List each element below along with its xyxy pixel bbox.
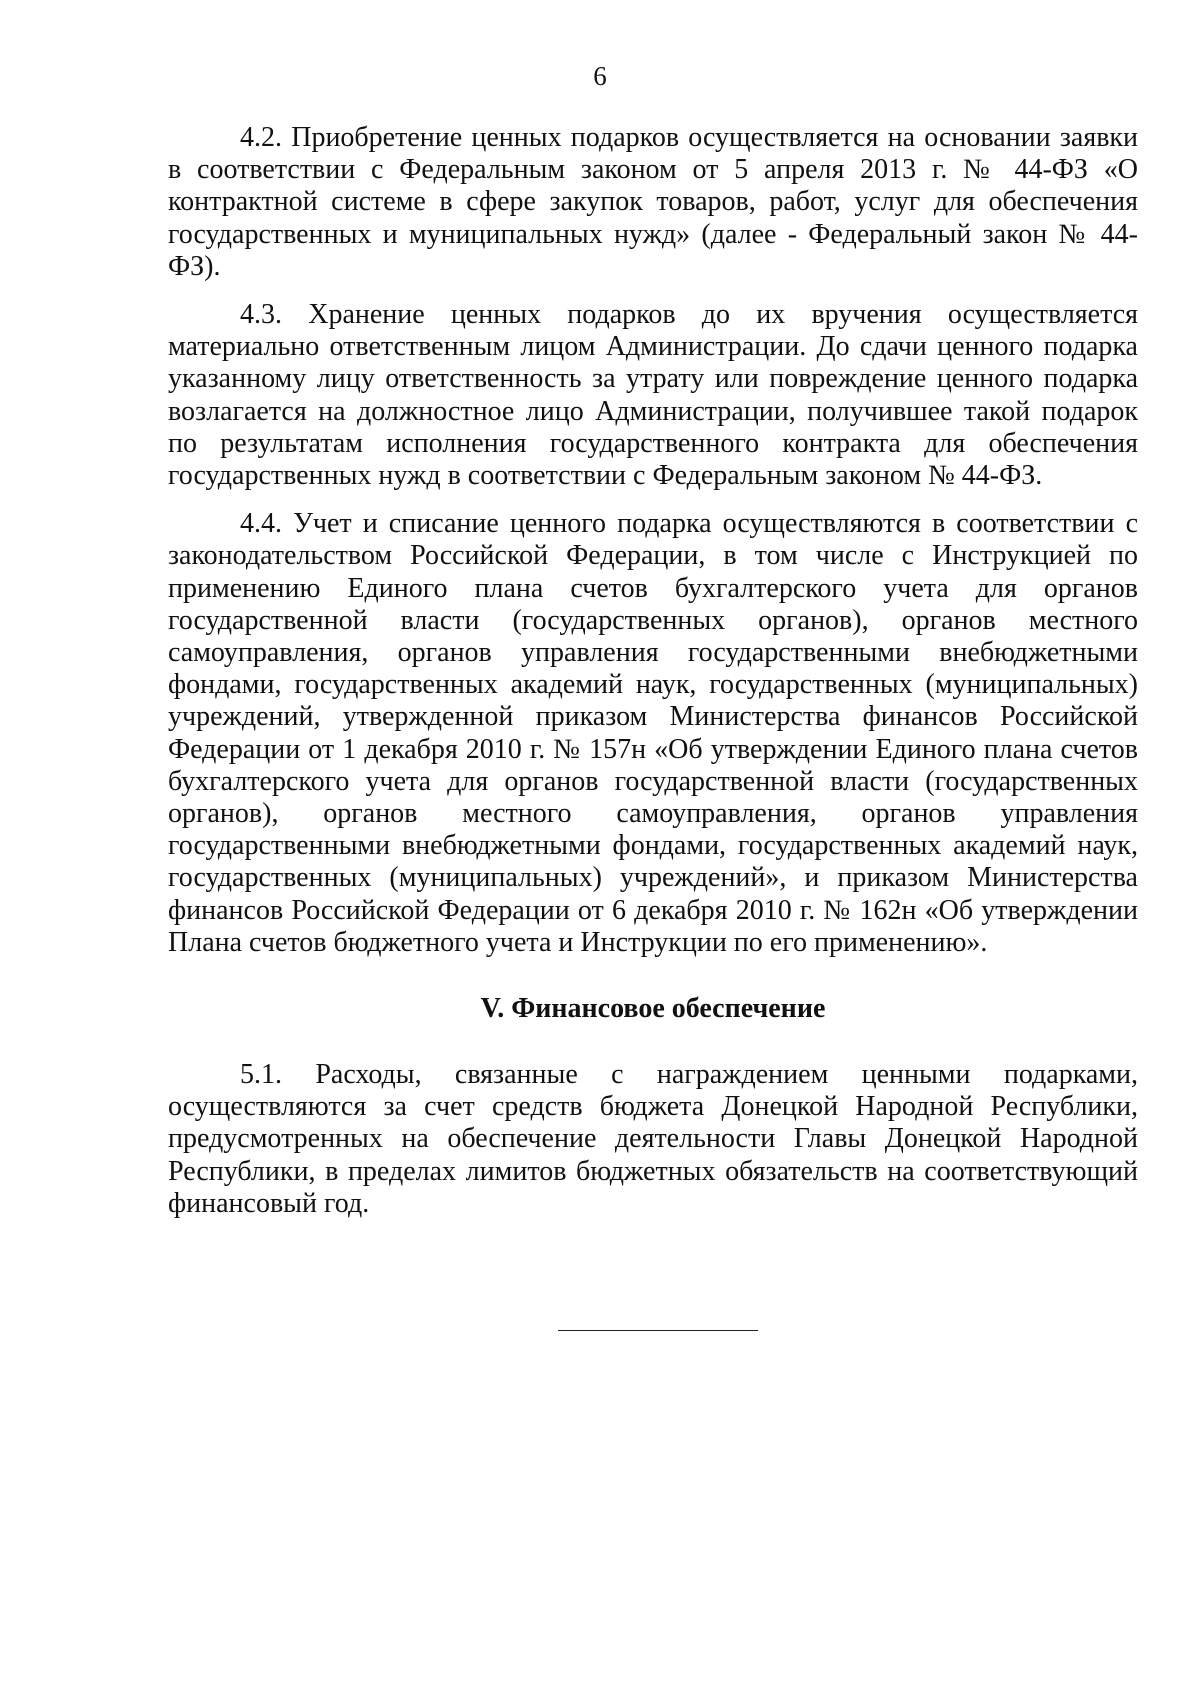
page-number: 6 xyxy=(593,61,607,91)
document-body xyxy=(168,122,1138,1220)
end-of-document-rule xyxy=(558,1330,758,1331)
paragraph-4-2: 4.2. Приобретение ценных подарков осуществляется на основании заявки в соответствии с Федеральным законом от 5 апреля 2013 г. № 44-ФЗ «О контрактной системе в сфере закупок товаров, работ, услуг для обеспечения государственных и муниципальных нужд» (далее - Федеральный закон № 44-ФЗ). xyxy=(168,122,1138,282)
section-heading-financing: V. Финансовое обеспечение xyxy=(480,993,826,1025)
paragraph-4-4: 4.4. Учет и списание ценного подарка осуществляются в соответствии с законодательством Российской Федерации, в том числе с Инструкцией по применению Единого плана счетов бухгалтерского учета для органов государственной власти (государственных органов), органов местного самоуправления, органов управления государственными внебюджетными фондами, государственных академий наук, государственных (муниципальных) учреждений, утвержденной приказом Министерства финансов Российской Федерации от 1 декабря 2010 г. № 157н «Об утверждении Единого плана счетов бухгалтерского учета для органов государственной власти (государственных органов), органов местного самоуправления, органов управления государственными внебюджетными фондами, государственных академий наук, государственных (муниципальных) учреждений», и приказом Министерства финансов Российской Федерации от 6 декабря 2010 г. № 162н «Об утверждении Плана счетов бюджетного учета и Инструкции по его применению». xyxy=(168,508,1138,958)
paragraph-5-1: 5.1. Расходы, связанные с награждением ценными подарками, осуществляются за счет средств бюджета Донецкой Народной Республики, предусмотренных на обеспечение деятельности Главы Донецкой Народной Республики, в пределах лимитов бюджетных обязательств на соответствующий финансовый год. xyxy=(168,1059,1138,1219)
paragraph-4-3: 4.3. Хранение ценных подарков до их вручения осуществляется материально ответственным лицом Администрации. До сдачи ценного подарка указанному лицу ответственность за утрату или повреждение ценного подарка возлагается на должностное лицо Администрации, получившее такой подарок по результатам исполнения государственного контракта для обеспечения государственных нужд в соответствии с Федеральным законом № 44-ФЗ. xyxy=(168,299,1138,492)
